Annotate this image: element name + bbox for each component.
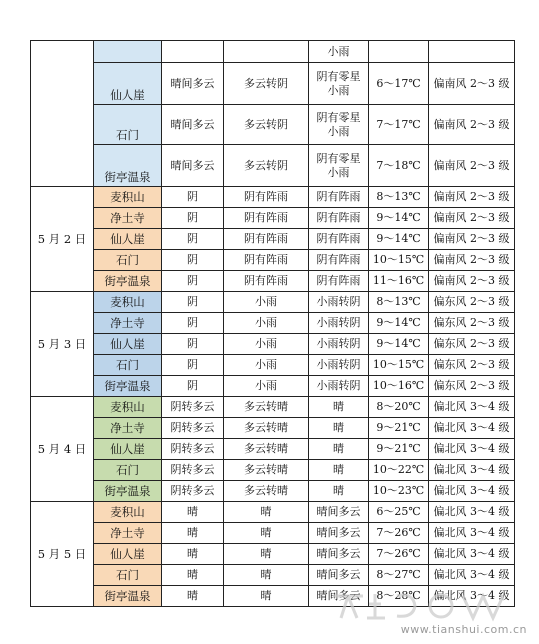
table-row [31,376,515,397]
location-cell: 石门 [94,355,162,376]
next-weather-cell [309,145,369,187]
location-cell: 街亭温泉 [94,481,162,502]
date-cell: 5 月 5 日 [31,502,94,607]
temp-cell: 10～16℃ [369,376,429,397]
location-cell [94,41,162,63]
next-weather-cell: 晴间多云 [309,502,369,523]
next-weather-cell: 小雨 [309,41,369,63]
next-weather-cell [309,63,369,105]
table-row [31,208,515,229]
wind-cell: 偏北风 3～4 级 [429,418,515,439]
day-weather-cell: 晴 [162,523,224,544]
watermark-url: www.tianshui.com.cn [400,623,527,636]
day-weather-cell: 晴间多云 [162,105,224,145]
next-weather-cell: 阴有阵雨 [309,187,369,208]
night-weather-cell: 小雨 [224,292,309,313]
next-weather-cell: 晴 [309,418,369,439]
wind-cell: 偏南风 2～3 级 [429,105,515,145]
next-weather-cell: 小雨转阴 [309,334,369,355]
next-weather-cell: 晴间多云 [309,586,369,607]
day-weather-cell: 阴转多云 [162,460,224,481]
temp-cell [369,41,429,63]
location-cell: 街亭温泉 [94,145,162,187]
table-row [31,460,515,481]
next-weather-cell: 阴有阵雨 [309,250,369,271]
temp-cell: 8～13℃ [369,292,429,313]
location-cell: 仙人崖 [94,439,162,460]
temp-cell: 8～13℃ [369,187,429,208]
night-weather-cell: 多云转阴 [224,105,309,145]
day-weather-cell: 晴间多云 [162,63,224,105]
table-row [31,229,515,250]
table-row [31,481,515,502]
day-weather-cell: 阴 [162,187,224,208]
wind-cell: 偏东风 2～3 级 [429,355,515,376]
night-weather-cell: 晴 [224,565,309,586]
day-weather-cell: 阴 [162,271,224,292]
temp-cell: 7～17℃ [369,105,429,145]
next-weather-cell: 晴 [309,460,369,481]
wind-cell: 偏北风 3～4 级 [429,481,515,502]
wind-cell: 偏北风 3～4 级 [429,544,515,565]
next-weather-cell: 晴间多云 [309,544,369,565]
temp-cell: 7～18℃ [369,145,429,187]
table-body [31,41,515,187]
night-weather-cell: 多云转阴 [224,63,309,105]
temp-cell: 9～14℃ [369,229,429,250]
table-row [31,334,515,355]
table-row [31,523,515,544]
temp-cell: 11～16℃ [369,271,429,292]
day-weather-cell: 阴转多云 [162,481,224,502]
location-cell: 街亭温泉 [94,586,162,607]
wind-cell: 偏北风 3～4 级 [429,397,515,418]
wind-cell: 偏北风 3～4 级 [429,523,515,544]
next-weather-cell: 小雨转阴 [309,355,369,376]
wind-cell: 偏东风 2～3 级 [429,334,515,355]
temp-cell: 10～23℃ [369,481,429,502]
location-cell: 麦积山 [94,502,162,523]
next-weather-cell: 小雨转阴 [309,292,369,313]
location-cell: 净土寺 [94,208,162,229]
next-weather-line2: 小雨 [327,165,350,179]
table-row [31,105,515,145]
next-weather-line1: 阴有零星 [316,151,361,165]
day-weather-cell: 阴 [162,334,224,355]
date-cell: 5 月 2 日 [31,187,94,292]
location-cell: 石门 [94,105,162,145]
wind-cell: 偏北风 3～4 级 [429,502,515,523]
location-cell: 街亭温泉 [94,376,162,397]
temp-cell: 9～14℃ [369,208,429,229]
temp-cell: 9～14℃ [369,334,429,355]
temp-cell: 9～21℃ [369,418,429,439]
wind-cell: 偏东风 2～3 级 [429,376,515,397]
night-weather-cell: 晴 [224,502,309,523]
night-weather-cell [224,41,309,63]
wind-cell [429,41,515,63]
temp-cell: 6～17℃ [369,63,429,105]
next-weather-cell: 小雨转阴 [309,313,369,334]
night-weather-cell: 多云转晴 [224,439,309,460]
next-weather-cell: 阴有阵雨 [309,271,369,292]
table-row [31,565,515,586]
day-weather-cell: 晴 [162,502,224,523]
temp-cell: 7～26℃ [369,544,429,565]
day-weather-cell: 晴 [162,586,224,607]
wind-cell: 偏南风 2～3 级 [429,187,515,208]
temp-cell: 9～21℃ [369,439,429,460]
night-weather-cell: 小雨 [224,376,309,397]
day-weather-cell: 晴 [162,544,224,565]
day-weather-cell: 阴 [162,376,224,397]
location-cell: 石门 [94,250,162,271]
night-weather-cell: 多云转晴 [224,397,309,418]
table-row [31,418,515,439]
day-weather-cell: 阴转多云 [162,397,224,418]
night-weather-cell: 多云转晴 [224,418,309,439]
night-weather-cell: 小雨 [224,355,309,376]
location-cell: 净土寺 [94,313,162,334]
wind-cell: 偏北风 3～4 级 [429,460,515,481]
wind-cell: 偏北风 3～4 级 [429,586,515,607]
table-row [31,544,515,565]
temp-cell: 10～22℃ [369,460,429,481]
night-weather-cell: 多云转晴 [224,481,309,502]
night-weather-cell: 多云转晴 [224,460,309,481]
table-row [31,187,515,208]
wind-cell: 偏北风 3～4 级 [429,439,515,460]
next-weather-line2: 小雨 [327,124,350,138]
wind-cell: 偏南风 2～3 级 [429,271,515,292]
temp-cell: 7～26℃ [369,523,429,544]
next-weather-cell: 晴间多云 [309,565,369,586]
table-row [31,439,515,460]
table-row [31,292,515,313]
wind-cell: 偏东风 2～3 级 [429,292,515,313]
temp-cell: 8～27℃ [369,565,429,586]
date-cell: 5 月 3 日 [31,292,94,397]
location-cell: 石门 [94,565,162,586]
day-weather-cell: 阴 [162,208,224,229]
table-row [31,355,515,376]
table-row [31,271,515,292]
wind-cell: 偏南风 2～3 级 [429,145,515,187]
night-weather-cell: 晴 [224,586,309,607]
table-row [31,397,515,418]
wind-cell: 偏东风 2～3 级 [429,313,515,334]
date-cell-blank [31,41,94,187]
next-weather-cell [309,105,369,145]
temp-cell: 6～25℃ [369,502,429,523]
temp-cell: 8～28℃ [369,586,429,607]
night-weather-cell: 晴 [224,544,309,565]
table-row [31,63,515,105]
night-weather-cell: 小雨 [224,334,309,355]
date-groups [31,187,515,607]
location-cell: 仙人崖 [94,229,162,250]
location-cell: 净土寺 [94,523,162,544]
weather-forecast-table [30,40,515,607]
night-weather-cell: 小雨 [224,313,309,334]
location-cell: 净土寺 [94,418,162,439]
night-weather-cell: 阴有阵雨 [224,271,309,292]
day-weather-cell: 晴间多云 [162,145,224,187]
night-weather-cell: 阴有阵雨 [224,250,309,271]
location-cell: 仙人崖 [94,63,162,105]
next-weather-line2: 小雨 [327,83,350,97]
next-weather-cell: 晴 [309,439,369,460]
day-weather-cell: 阴 [162,355,224,376]
wind-cell: 偏北风 3～4 级 [429,565,515,586]
wind-cell: 偏南风 2～3 级 [429,229,515,250]
location-cell: 石门 [94,460,162,481]
table-row [31,313,515,334]
date-cell: 5 月 4 日 [31,397,94,502]
location-cell: 街亭温泉 [94,271,162,292]
wind-cell: 偏南风 2～3 级 [429,250,515,271]
next-weather-cell: 晴间多云 [309,523,369,544]
next-weather-line1: 阴有零星 [316,69,361,83]
wind-cell: 偏南风 2～3 级 [429,63,515,105]
next-weather-cell: 晴 [309,481,369,502]
next-weather-line1: 阴有零星 [316,110,361,124]
temp-cell: 10～15℃ [369,250,429,271]
location-cell: 仙人崖 [94,544,162,565]
next-weather-cell: 晴 [309,397,369,418]
temp-cell: 10～15℃ [369,355,429,376]
day-weather-cell: 阴转多云 [162,418,224,439]
next-weather-cell: 阴有阵雨 [309,208,369,229]
temp-cell: 9～14℃ [369,313,429,334]
wind-cell: 偏南风 2～3 级 [429,208,515,229]
table-row [31,41,515,63]
night-weather-cell: 阴有阵雨 [224,229,309,250]
temp-cell: 8～20℃ [369,397,429,418]
day-weather-cell: 阴 [162,292,224,313]
day-weather-cell: 阴 [162,250,224,271]
location-cell: 麦积山 [94,292,162,313]
night-weather-cell: 晴 [224,523,309,544]
table-row [31,502,515,523]
table-row [31,145,515,187]
night-weather-cell: 多云转阴 [224,145,309,187]
day-weather-cell: 阴转多云 [162,439,224,460]
location-cell: 麦积山 [94,397,162,418]
night-weather-cell: 阴有阵雨 [224,208,309,229]
location-cell: 仙人崖 [94,334,162,355]
day-weather-cell: 阴 [162,229,224,250]
day-weather-cell: 阴 [162,313,224,334]
location-cell: 麦积山 [94,187,162,208]
site-logo-watermark [323,588,513,624]
table-row [31,250,515,271]
day-weather-cell [162,41,224,63]
next-weather-cell: 小雨转阴 [309,376,369,397]
next-weather-cell: 阴有阵雨 [309,229,369,250]
night-weather-cell: 阴有阵雨 [224,187,309,208]
day-weather-cell: 晴 [162,565,224,586]
